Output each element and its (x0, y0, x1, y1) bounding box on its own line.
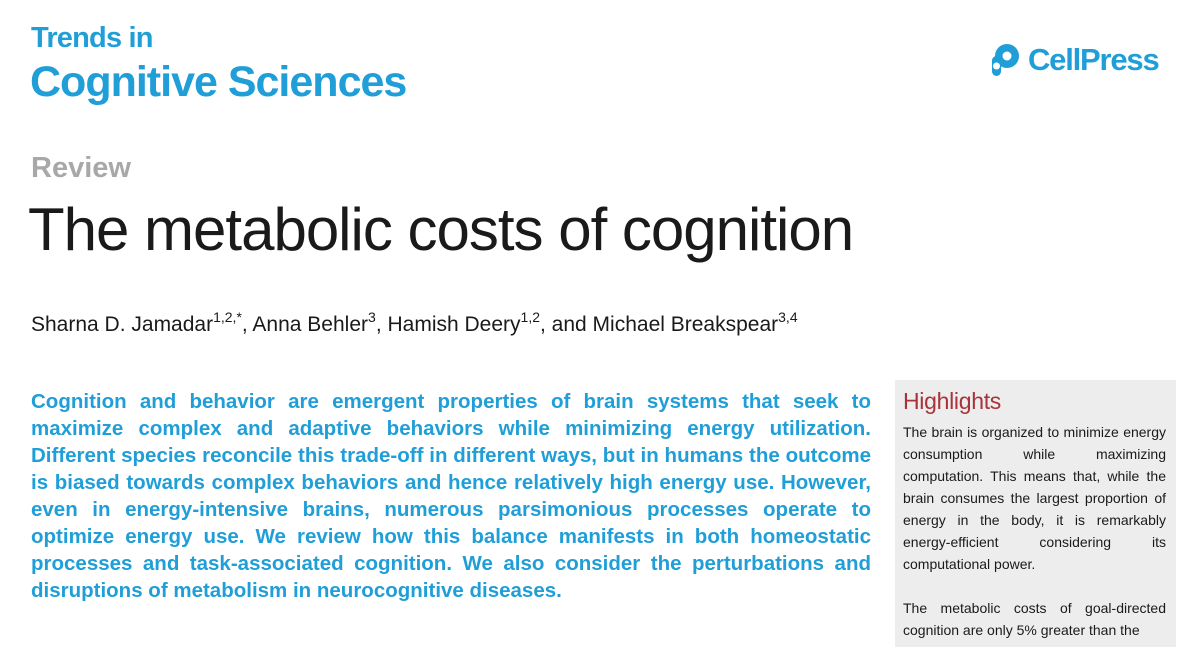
publisher-logo (986, 40, 1159, 80)
author-name: Anna Behler (252, 313, 369, 336)
author-separator: , and (540, 313, 593, 336)
publisher-name: CellPress (1028, 42, 1159, 77)
article-title: The metabolic costs of cognition (28, 196, 854, 263)
abstract: Cognition and behavior are emergent properties of brain systems that seek to maximize complex and adaptive behaviors while minimizing energy utilization. Different species reconcile this trade-off in different ways, but in humans the outcome is biased towards complex behaviors and hence relatively high energy use. However, even in energy-intensive brains, numerous parsimonious processes operate to optimize energy use. We review how this balance manifests in both homeostatic processes and task-associated cognition. We also consider the perturbations and disruptions of metabolism in neurocognitive diseases. (31, 390, 871, 602)
journal-name-line2: Cognitive Sciences (30, 58, 407, 106)
highlights-title: Highlights (903, 388, 1001, 414)
author-list (31, 309, 798, 337)
author-affiliation: 1,2,* (213, 309, 242, 325)
cellpress-logo-icon (986, 40, 1026, 80)
author-affiliation: 1,2 (520, 309, 540, 325)
article-type-label: Review (31, 152, 131, 184)
journal-name-line1: Trends in (31, 22, 153, 54)
author-name: Sharna D. Jamadar (31, 313, 214, 336)
author-affiliation: 3,4 (778, 309, 798, 325)
author-name: Michael Breakspear (592, 313, 779, 336)
author-separator: , (241, 313, 253, 336)
highlights-box (895, 380, 1176, 647)
author-affiliation: 3 (368, 309, 376, 325)
highlight-item: The metabolic costs of goal-directed cognition are only 5% greater than the (903, 600, 1166, 638)
highlight-item: The brain is organized to minimize energy consumption while maximizing computation. This means that, while the brain consumes the largest proportion of energy in the body, it is remarkably energy-efficient considering its computational power. (903, 424, 1166, 572)
author-separator: , (375, 313, 388, 336)
author-name: Hamish Deery (387, 313, 521, 336)
